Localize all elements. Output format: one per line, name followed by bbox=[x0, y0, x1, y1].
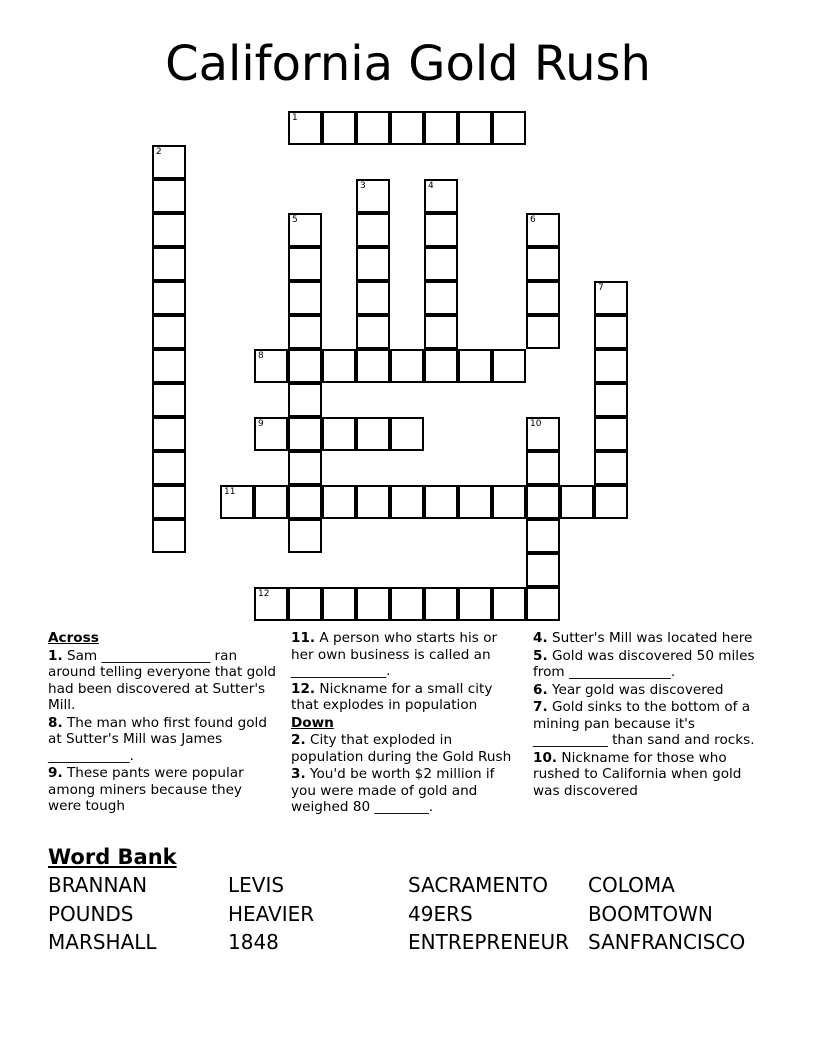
crossword-cell[interactable] bbox=[390, 111, 424, 145]
crossword-cell[interactable] bbox=[424, 315, 458, 349]
cell-number: 12 bbox=[258, 589, 270, 599]
crossword-cell[interactable] bbox=[526, 485, 560, 519]
cell-number: 9 bbox=[258, 419, 264, 429]
crossword-cell[interactable] bbox=[356, 247, 390, 281]
crossword-cell[interactable] bbox=[424, 247, 458, 281]
word-bank-title: Word Bank bbox=[48, 845, 177, 869]
crossword-cell[interactable] bbox=[356, 315, 390, 349]
crossword-cell[interactable] bbox=[356, 213, 390, 247]
cell-number: 6 bbox=[530, 215, 536, 225]
cell-number: 5 bbox=[292, 215, 298, 225]
crossword-cell[interactable] bbox=[288, 213, 322, 247]
clue-down-7: 7. Gold sinks to the bottom of a mining pan because it's ___________ than sand and rocks. bbox=[533, 699, 755, 748]
word-bank-word: 49ERS bbox=[408, 901, 473, 926]
crossword-cell[interactable] bbox=[424, 111, 458, 145]
crossword-cell[interactable] bbox=[356, 417, 390, 451]
crossword-cell[interactable] bbox=[288, 587, 322, 621]
crossword-cell[interactable] bbox=[526, 451, 560, 485]
word-bank-word: POUNDS bbox=[48, 901, 134, 926]
crossword-cell[interactable] bbox=[356, 349, 390, 383]
crossword-cell[interactable] bbox=[356, 587, 390, 621]
cell-number: 8 bbox=[258, 351, 264, 361]
clue-down-5: 5. Gold was discovered 50 miles from _______________. bbox=[533, 647, 755, 680]
crossword-cell[interactable] bbox=[390, 587, 424, 621]
clue-column-3 bbox=[533, 630, 768, 800]
word-bank-word: LEVIS bbox=[228, 873, 285, 897]
crossword-cell[interactable] bbox=[390, 417, 424, 451]
word-bank-word: HEAVIER bbox=[228, 901, 315, 926]
clue-across-8: 8. The man who first found gold at Sutter's Mill was James ____________. bbox=[48, 714, 267, 764]
cell-number: 10 bbox=[530, 419, 542, 429]
crossword-cell[interactable] bbox=[254, 587, 288, 621]
crossword-cell[interactable] bbox=[288, 281, 322, 315]
crossword-cell[interactable] bbox=[152, 315, 186, 349]
word-bank-word: SACRAMENTO bbox=[408, 873, 548, 897]
cell-number: 7 bbox=[598, 283, 604, 293]
crossword-cell[interactable] bbox=[356, 111, 390, 145]
crossword-cell[interactable] bbox=[152, 145, 186, 179]
cell-number: 11 bbox=[224, 487, 236, 497]
crossword-cell[interactable] bbox=[152, 281, 186, 315]
crossword-cell[interactable] bbox=[492, 587, 526, 621]
cell-number: 2 bbox=[156, 147, 162, 157]
crossword-cell[interactable] bbox=[254, 485, 288, 519]
crossword-cell[interactable] bbox=[594, 315, 628, 349]
crossword-cell[interactable] bbox=[152, 519, 186, 553]
clue-down-4: 4. Sutter's Mill was located here bbox=[533, 630, 753, 646]
word-bank-word: BRANNAN bbox=[48, 873, 148, 897]
crossword-cell[interactable] bbox=[288, 349, 322, 383]
cell-number: 4 bbox=[428, 181, 434, 191]
crossword-cell[interactable] bbox=[526, 417, 560, 451]
crossword-cell[interactable] bbox=[288, 111, 322, 145]
crossword-cell[interactable] bbox=[526, 587, 560, 621]
crossword-cell[interactable] bbox=[424, 349, 458, 383]
crossword-cell[interactable] bbox=[152, 383, 186, 417]
crossword-cell[interactable] bbox=[322, 349, 356, 383]
crossword-cell[interactable] bbox=[356, 281, 390, 315]
word-bank-word: SANFRANCISCO bbox=[588, 930, 746, 954]
crossword-cell[interactable] bbox=[526, 553, 560, 587]
crossword-cell[interactable] bbox=[254, 349, 288, 383]
crossword-cell[interactable] bbox=[288, 451, 322, 485]
crossword-cell[interactable] bbox=[356, 179, 390, 213]
crossword-cell[interactable] bbox=[152, 349, 186, 383]
crossword-cell[interactable] bbox=[152, 485, 186, 519]
across-heading: Across bbox=[48, 630, 99, 646]
crossword-cell[interactable] bbox=[594, 281, 628, 315]
clue-down-3: 3. You'd be worth $2 million if you were made of gold and weighed 80 ________. bbox=[291, 766, 495, 815]
crossword-cell[interactable] bbox=[492, 485, 526, 519]
crossword-cell[interactable] bbox=[288, 485, 322, 519]
crossword-cell[interactable] bbox=[322, 485, 356, 519]
crossword-cell[interactable] bbox=[526, 213, 560, 247]
crossword-cell[interactable] bbox=[390, 349, 424, 383]
clue-column-2 bbox=[291, 630, 517, 817]
word-bank-word: ENTREPRENEUR bbox=[408, 930, 570, 954]
crossword-cell[interactable] bbox=[152, 213, 186, 247]
crossword-cell[interactable] bbox=[594, 349, 628, 383]
crossword-cell[interactable] bbox=[458, 485, 492, 519]
crossword-cell[interactable] bbox=[288, 417, 322, 451]
crossword-cell[interactable] bbox=[152, 417, 186, 451]
crossword-cell[interactable] bbox=[492, 349, 526, 383]
crossword-cell[interactable] bbox=[492, 111, 526, 145]
crossword-cell[interactable] bbox=[594, 485, 628, 519]
crossword-cell[interactable] bbox=[458, 349, 492, 383]
page-title: California Gold Rush bbox=[165, 36, 651, 92]
word-bank-word: MARSHALL bbox=[48, 930, 157, 954]
clue-across-12: 12. Nickname for a small city that explodes in population bbox=[291, 680, 493, 713]
crossword-cell[interactable] bbox=[288, 315, 322, 349]
crossword-cell[interactable] bbox=[288, 247, 322, 281]
crossword-cell[interactable] bbox=[560, 485, 594, 519]
crossword-cell[interactable] bbox=[322, 587, 356, 621]
clue-down-10: 10. Nickname for those who rushed to California when gold was discovered bbox=[533, 749, 742, 799]
crossword-cell[interactable] bbox=[594, 451, 628, 485]
crossword-cell[interactable] bbox=[390, 485, 424, 519]
crossword-cell[interactable] bbox=[356, 485, 390, 519]
word-bank-word: COLOMA bbox=[588, 873, 675, 897]
crossword-cell[interactable] bbox=[424, 587, 458, 621]
word-bank-word: 1848 bbox=[228, 930, 279, 954]
clue-across-9: 9. These pants were popular among miners because they were tough bbox=[48, 765, 244, 814]
crossword-cell[interactable] bbox=[220, 485, 254, 519]
crossword-cell[interactable] bbox=[526, 247, 560, 281]
crossword-cell[interactable] bbox=[288, 383, 322, 417]
cell-number: 3 bbox=[360, 181, 366, 191]
down-heading: Down bbox=[291, 714, 334, 731]
clue-across-1: 1. Sam ________________ ran around telling everyone that gold had been discovered at Sutter's Mill. bbox=[48, 647, 277, 713]
crossword-cell[interactable] bbox=[424, 213, 458, 247]
crossword-cell[interactable] bbox=[424, 179, 458, 213]
clue-down-6: 6. Year gold was discovered bbox=[533, 681, 724, 698]
crossword-cell[interactable] bbox=[424, 281, 458, 315]
crossword-cell[interactable] bbox=[526, 281, 560, 315]
crossword-cell[interactable] bbox=[458, 587, 492, 621]
cell-number: 1 bbox=[292, 113, 298, 123]
crossword-cell[interactable] bbox=[526, 519, 560, 553]
crossword-cell[interactable] bbox=[322, 417, 356, 451]
clue-down-2: 2. City that exploded in population during the Gold Rush bbox=[291, 732, 512, 765]
crossword-cell[interactable] bbox=[288, 519, 322, 553]
crossword-cell[interactable] bbox=[594, 383, 628, 417]
crossword-cell[interactable] bbox=[424, 485, 458, 519]
crossword-cell[interactable] bbox=[152, 179, 186, 213]
crossword-cell[interactable] bbox=[458, 111, 492, 145]
crossword-cell[interactable] bbox=[254, 417, 288, 451]
word-bank-word: BOOMTOWN bbox=[588, 901, 713, 926]
clue-column-1 bbox=[48, 630, 276, 816]
clue-across-11: 11. A person who starts his or her own business is called an ______________. bbox=[291, 630, 498, 679]
crossword-cell[interactable] bbox=[152, 451, 186, 485]
crossword-cell[interactable] bbox=[152, 247, 186, 281]
word-bank bbox=[48, 873, 788, 959]
crossword-cell[interactable] bbox=[594, 417, 628, 451]
crossword-cell[interactable] bbox=[322, 111, 356, 145]
crossword-cell[interactable] bbox=[526, 315, 560, 349]
